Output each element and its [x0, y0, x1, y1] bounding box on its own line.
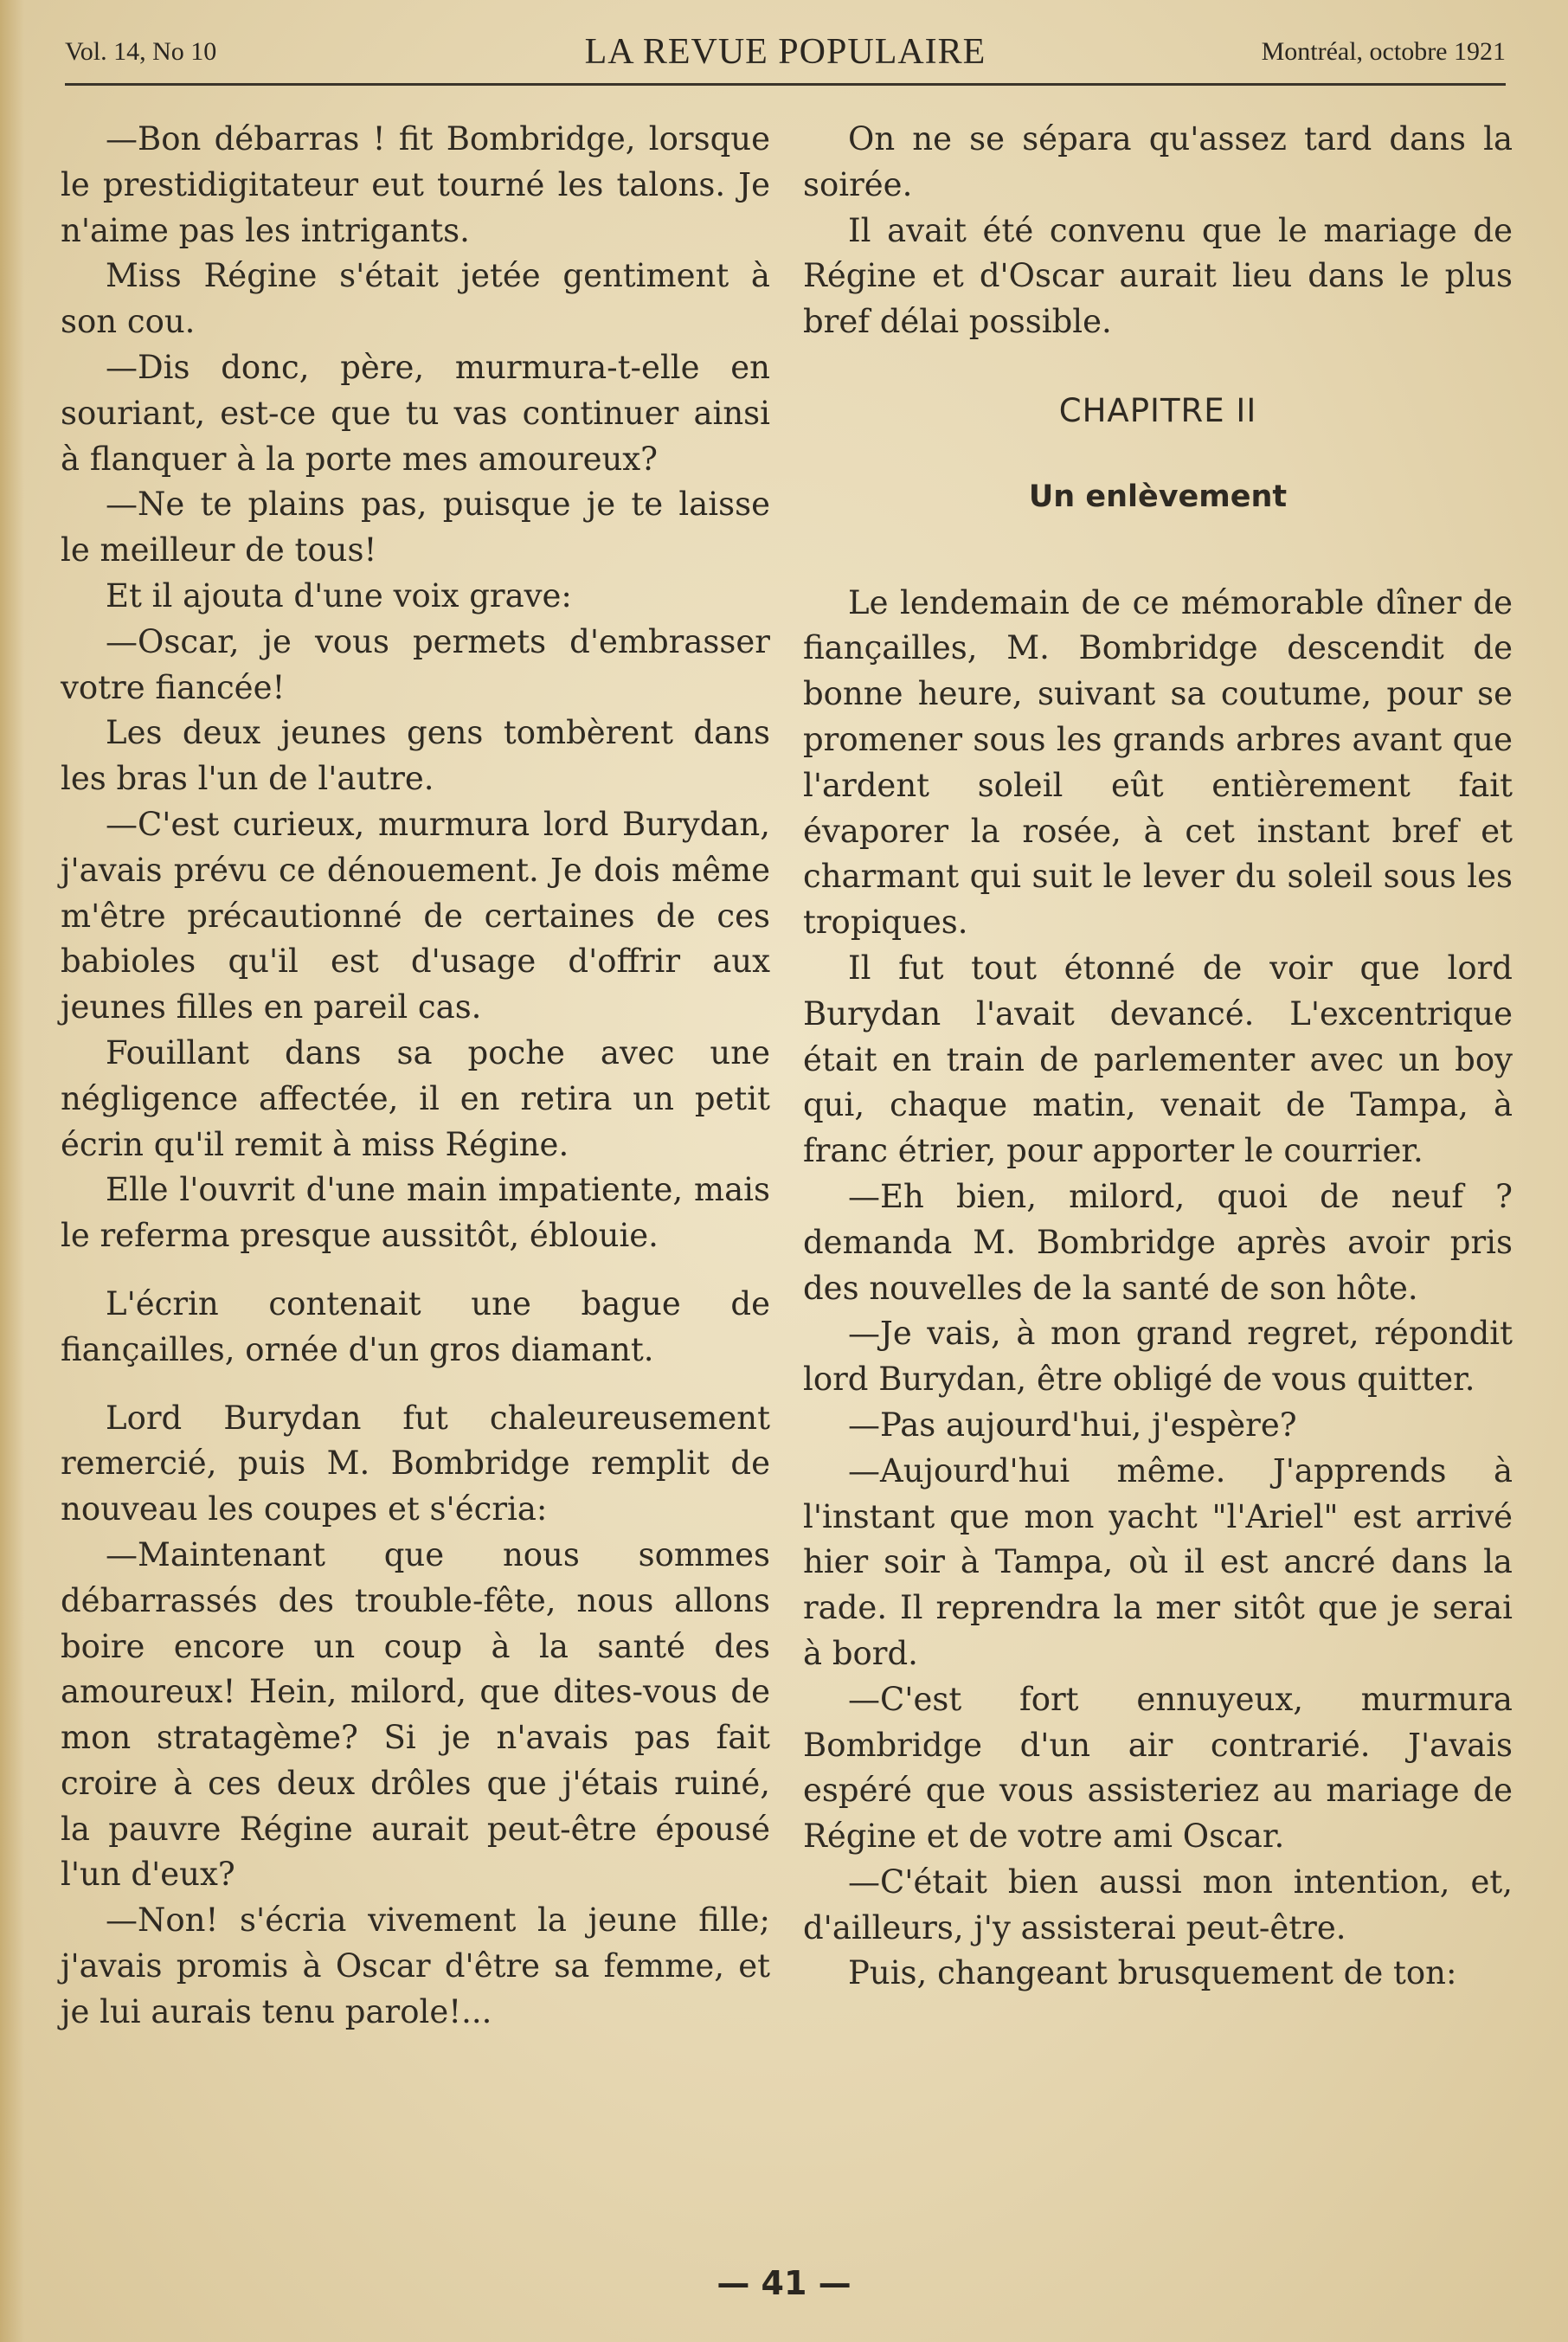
paragraph: —C'était bien aussi mon intention, et, d'ailleurs, j'y assisterai peut-être.	[803, 1863, 1513, 1946]
paragraph: On ne se sépara qu'assez tard dans la soirée.	[803, 120, 1513, 203]
paragraph: —Je vais, à mon grand regret, répondit lord Burydan, être obligé de vous quitter.	[803, 1315, 1513, 1399]
paragraph: —Oscar, je vous permets d'embrasser votre fiancée!	[61, 622, 770, 706]
volume-number: Vol. 14, No 10	[65, 37, 217, 66]
chapter-heading: CHAPITRE II	[1058, 391, 1257, 429]
paragraph: —Ne te plains pas, puisque je te laisse le meilleur de tous!	[61, 486, 770, 569]
paragraph: Et il ajouta d'une voix grave:	[106, 576, 572, 614]
paragraph: —Maintenant que nous sommes débarrassés des trouble-fête, nous allons boire encore un coup à la santé des amoureux! Hein, milord, que dites-vous de mon stratagème? Si je n'avais pas fait croire à ces deux drôles que j'étais ruiné, la pauvre Régine aurait peut-être épousé l'un d'eux?	[61, 1535, 770, 1894]
page-edge-shadow	[0, 0, 24, 2342]
page-number: — 41 —	[717, 2264, 851, 2302]
paragraph: —Non! s'écria vivement la jeune fille; j'avais promis à Oscar d'être sa femme, et je lui aurais tenu parole!...	[61, 1901, 770, 2030]
page-header	[65, 26, 1506, 78]
paragraph: —Eh bien, milord, quoi de neuf ? demanda M. Bombridge après avoir pris des nouvelles de la santé de son hôte.	[803, 1177, 1513, 1307]
chapter-subtitle: Un enlèvement	[1028, 479, 1288, 514]
paragraph: L'écrin contenait une bague de fiançailles, ornée d'un gros diamant.	[61, 1284, 770, 1368]
paragraph: Il fut tout étonné de voir que lord Burydan l'avait devancé. L'excentrique était en train de parlementer avec un boy qui, chaque matin, venait de Tampa, à franc étrier, pour apporter le courrier.	[803, 949, 1513, 1170]
paragraph: —Pas aujourd'hui, j'espère?	[848, 1406, 1297, 1444]
right-column	[803, 117, 1513, 1997]
paragraph: —Dis donc, père, murmura-t-elle en souriant, est-ce que tu vas continuer ainsi à flanquer à la porte mes amoureux?	[61, 348, 770, 478]
paragraph: Miss Régine s'était jetée gentiment à son cou.	[61, 257, 770, 341]
issue-date: Montréal, octobre 1921	[1261, 37, 1506, 66]
paragraph: —Bon débarras ! fit Bombridge, lorsque le prestidigitateur eut tourné les talons. Je n'aime pas les intrigants.	[61, 120, 770, 249]
left-column	[61, 117, 770, 2036]
paragraph: Puis, changeant brusquement de ton:	[848, 1954, 1457, 1992]
paragraph: Elle l'ouvrit d'une main impatiente, mais le referma presque aussitôt, éblouie.	[61, 1171, 770, 1255]
paragraph: —C'est curieux, murmura lord Burydan, j'avais prévu ce dénouement. Je dois même m'être précautionné de certaines de ces babioles qu'il est d'usage d'offrir aux jeunes filles en pareil cas.	[61, 805, 770, 1026]
paragraph: —Aujourd'hui même. J'apprends à l'instant que mon yacht "l'Ariel" est arrivé hier soir à Tampa, où il est ancré dans la rade. Il reprendra la mer sitôt que je serai à bord.	[803, 1451, 1513, 1672]
magazine-title: LA REVUE POPULAIRE	[584, 32, 986, 72]
header-divider	[65, 83, 1506, 86]
paragraph: Fouillant dans sa poche avec une négligence affectée, il en retira un petit écrin qu'il remit à miss Régine.	[61, 1033, 770, 1163]
paragraph: —C'est fort ennuyeux, murmura Bombridge d'un air contrarié. J'avais espéré que vous assisteriez au mariage de Régine et de votre ami Oscar.	[803, 1680, 1513, 1856]
paragraph: Il avait été convenu que le mariage de Régine et d'Oscar aurait lieu dans le plus bref délai possible.	[803, 211, 1513, 341]
paragraph: Le lendemain de ce mémorable dîner de fiançailles, M. Bombridge descendit de bonne heure, suivant sa coutume, pour se promener sous les grands arbres avant que l'ardent soleil eût entièrement fait évaporer la rosée, à cet instant bref et charmant qui suit le lever du soleil sous les tropiques.	[803, 583, 1513, 942]
paragraph: Lord Burydan fut chaleureusement remercié, puis M. Bombridge remplit de nouveau les coupes et s'écria:	[61, 1399, 770, 1528]
paragraph: Les deux jeunes gens tombèrent dans les bras l'un de l'autre.	[61, 714, 770, 798]
